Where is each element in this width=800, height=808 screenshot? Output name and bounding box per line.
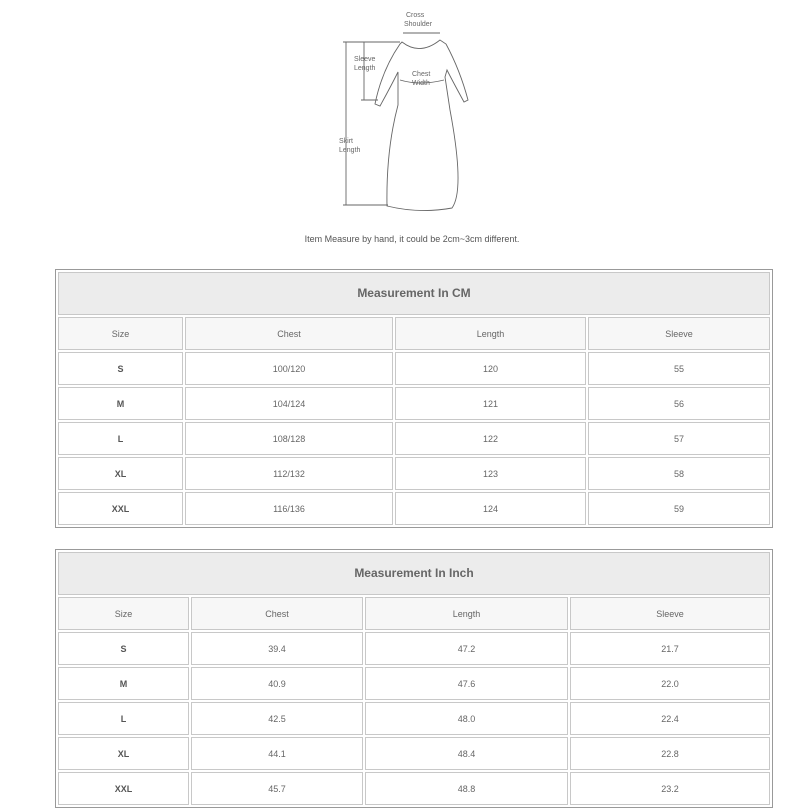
cell-chest: 42.5 [191, 702, 363, 735]
table-row [58, 492, 770, 525]
cell-length: 121 [395, 387, 586, 420]
cell-size: XXL [58, 772, 189, 805]
header-length: Length [395, 317, 586, 350]
cell-sleeve: 58 [588, 457, 770, 490]
header-chest: Chest [185, 317, 393, 350]
cell-size: L [58, 422, 183, 455]
table-row [58, 632, 770, 665]
cell-length: 122 [395, 422, 586, 455]
table-row [58, 457, 770, 490]
cell-length: 47.2 [365, 632, 568, 665]
dress-measurement-diagram [330, 0, 470, 215]
svg-text:Length: Length [354, 65, 376, 72]
cell-chest: 40.9 [191, 667, 363, 700]
header-sleeve: Sleeve [588, 317, 770, 350]
cell-size: L [58, 702, 189, 735]
header-chest: Chest [191, 597, 363, 630]
dress-outline-icon [330, 0, 470, 215]
table-row [58, 702, 770, 735]
table-row [58, 772, 770, 805]
cell-size: XL [58, 737, 189, 770]
table-row [58, 667, 770, 700]
size-table-inch [55, 549, 773, 808]
cell-length: 123 [395, 457, 586, 490]
cell-chest: 104/124 [185, 387, 393, 420]
cell-sleeve: 57 [588, 422, 770, 455]
table-header-row [58, 597, 770, 630]
cell-chest: 45.7 [191, 772, 363, 805]
cell-length: 48.8 [365, 772, 568, 805]
cell-chest: 116/136 [185, 492, 393, 525]
cell-size: S [58, 632, 189, 665]
cell-chest: 100/120 [185, 352, 393, 385]
cell-length: 48.0 [365, 702, 568, 735]
table-title: Measurement In Inch [58, 552, 770, 595]
cell-sleeve: 22.0 [570, 667, 770, 700]
cell-sleeve: 21.7 [570, 632, 770, 665]
header-sleeve: Sleeve [570, 597, 770, 630]
cell-chest: 112/132 [185, 457, 393, 490]
cell-length: 47.6 [365, 667, 568, 700]
table-row [58, 352, 770, 385]
svg-text:Length: Length [339, 147, 361, 154]
table-row [58, 737, 770, 770]
cell-sleeve: 22.8 [570, 737, 770, 770]
cell-size: XXL [58, 492, 183, 525]
cell-sleeve: 55 [588, 352, 770, 385]
cell-sleeve: 56 [588, 387, 770, 420]
cell-sleeve: 59 [588, 492, 770, 525]
cell-size: XL [58, 457, 183, 490]
cell-sleeve: 22.4 [570, 702, 770, 735]
table-header-row [58, 317, 770, 350]
table-row [58, 422, 770, 455]
header-size: Size [58, 597, 189, 630]
svg-text:Skirt: Skirt [339, 138, 353, 145]
size-table-cm [55, 269, 773, 528]
cell-size: S [58, 352, 183, 385]
svg-text:Sleeve: Sleeve [354, 56, 376, 63]
cell-sleeve: 23.2 [570, 772, 770, 805]
header-size: Size [58, 317, 183, 350]
cell-size: M [58, 667, 189, 700]
svg-text:Chest: Chest [412, 71, 431, 78]
header-length: Length [365, 597, 568, 630]
cell-size: M [58, 387, 183, 420]
cell-chest: 39.4 [191, 632, 363, 665]
table-title: Measurement In CM [58, 272, 770, 315]
svg-text:Width: Width [412, 80, 430, 87]
cell-chest: 108/128 [185, 422, 393, 455]
svg-text:Shoulder: Shoulder [404, 21, 433, 28]
svg-text:Cross: Cross [406, 12, 425, 19]
cell-length: 120 [395, 352, 586, 385]
table-row [58, 387, 770, 420]
measurement-note: Item Measure by hand, it could be 2cm~3cm different. [304, 234, 520, 244]
cell-length: 124 [395, 492, 586, 525]
cell-length: 48.4 [365, 737, 568, 770]
cell-chest: 44.1 [191, 737, 363, 770]
